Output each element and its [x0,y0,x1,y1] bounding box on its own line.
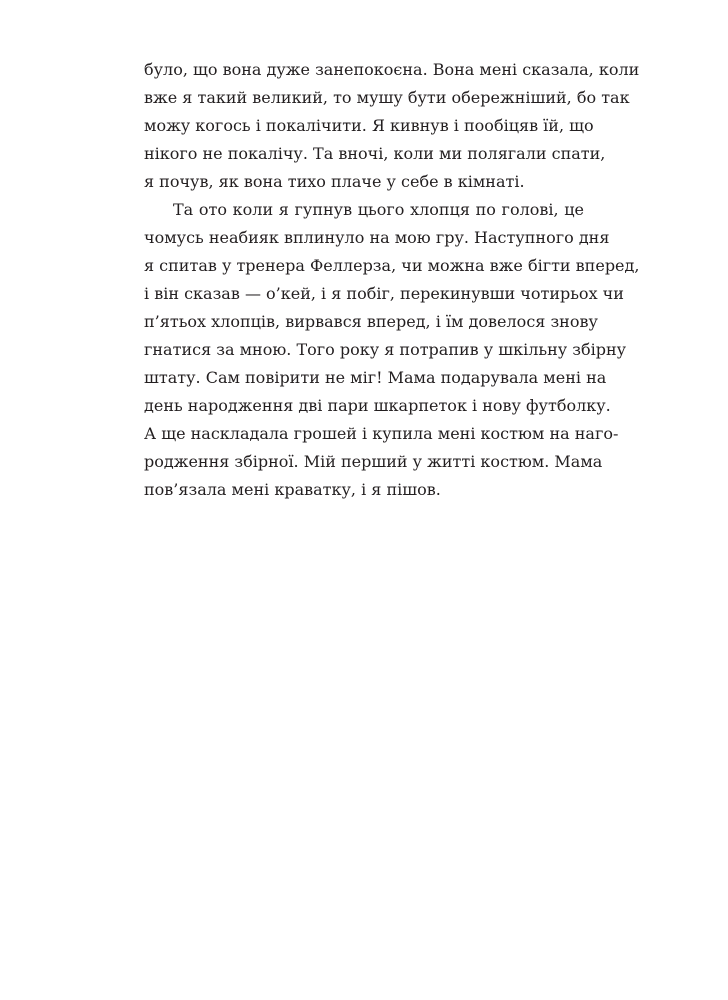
text-line: Та ото коли я гупнув цього хлопця по голові, це [173,200,584,219]
text-line: нікого не покалічу. Та вночі, коли ми полягали спати, [144,144,606,163]
body-text [144,56,640,504]
text-line: А ще наскладала грошей і купила мені костюм на наго- [144,424,619,443]
text-line: гнатися за мною. Того року я потрапив у шкільну збірну [144,340,627,359]
text-line: родження збірної. Мій перший у житті костюм. Мама [144,452,603,471]
text-line: чомусь неабияк вплинуло на мою гру. Наступного дня [144,228,610,247]
paragraph-1 [144,56,640,196]
text-line: було, що вона дуже занепокоєна. Вона мені сказала, коли [144,60,640,79]
text-line: пов’язала мені краватку, і я пішов. [144,480,441,499]
text-line: і він сказав — о’кей, і я побіг, перекинувши чотирьох чи [144,284,624,303]
paragraph-2 [144,196,640,504]
text-line: день народження дві пари шкарпеток і нову футболку. [144,396,611,415]
text-line: штату. Сам повірити не міг! Мама подарувала мені на [144,368,607,387]
text-line: я спитав у тренера Феллерза, чи можна вже бігти вперед, [144,256,640,275]
text-line: можу когось і покалічити. Я кивнув і пообіцяв їй, що [144,116,594,135]
text-line: я почув, як вона тихо плаче у себе в кімнаті. [144,172,525,191]
text-line: п’ятьох хлопців, вирвався вперед, і їм довелося знову [144,312,598,331]
text-line: вже я такий великий, то мушу бути обережніший, бо так [144,88,630,107]
